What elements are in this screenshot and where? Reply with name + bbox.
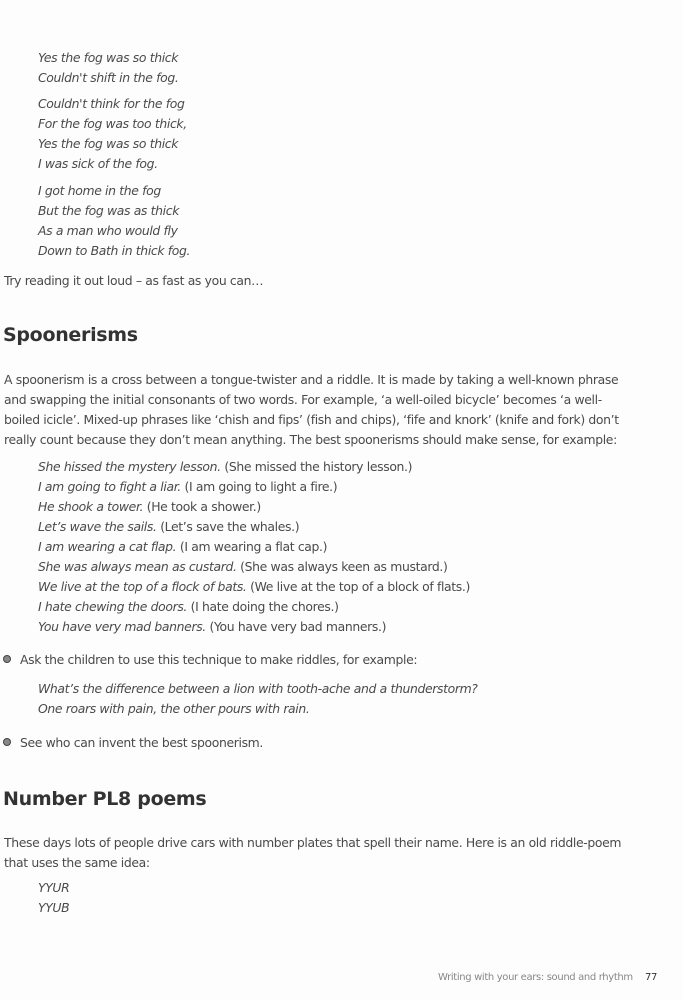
spoonerism-meaning: (You have very bad manners.) <box>209 619 387 634</box>
spoonerism-example <box>38 457 470 477</box>
spoonerism-meaning: (She was always keen as mustard.) <box>240 559 448 574</box>
poem-stanza-1 <box>38 48 179 88</box>
poem-stanza-2 <box>38 94 187 174</box>
spoonerism-example <box>38 597 470 617</box>
poem-line: Yes the fog was so thick <box>38 50 179 65</box>
pl8-paragraph <box>4 833 621 873</box>
poem-line: I got home in the fog <box>38 183 161 198</box>
riddle-example <box>38 679 478 719</box>
spoonerism-example <box>38 477 470 497</box>
poem-stanza-3 <box>38 181 190 261</box>
page-number: 77 <box>645 972 658 983</box>
spoonerism-phrase: We live at the top of a flock of bats. <box>38 579 247 594</box>
spoonerism-meaning: (I am going to light a fire.) <box>184 479 338 494</box>
poem-line: For the fog was too thick, <box>38 116 187 131</box>
spoonerism-phrase: I am wearing a cat flap. <box>38 539 177 554</box>
spoonerism-example <box>38 577 470 597</box>
bullet-icon <box>3 655 11 663</box>
paragraph-line: boiled icicle’. Mixed-up phrases like ‘chish and fips’ (fish and chips), ‘fife and knork’ (knife and fork) don’t <box>4 412 619 427</box>
poem-line: But the fog was as thick <box>38 203 180 218</box>
spoonerism-example <box>38 617 470 637</box>
riddle-line: One roars with pain, the other pours with rain. <box>38 701 310 716</box>
section-heading-number-pl8: Number PL8 poems <box>3 788 207 810</box>
spoonerism-phrase: I am going to fight a liar. <box>38 479 181 494</box>
spoonerism-phrase: You have very mad banners. <box>38 619 206 634</box>
paragraph-line: that uses the same idea: <box>4 855 150 870</box>
poem-line: Down to Bath in thick fog. <box>38 243 191 258</box>
spoonerism-meaning: (I hate doing the chores.) <box>190 599 339 614</box>
spoonerism-meaning: (He took a shower.) <box>146 499 261 514</box>
poem-line: YYUR <box>38 880 70 895</box>
riddle-line: What’s the difference between a lion with tooth-ache and a thunderstorm? <box>38 681 478 696</box>
paragraph-line: really count because they don’t mean anything. The best spoonerisms should make sense, for example: <box>4 432 617 447</box>
spoonerism-example <box>38 557 470 577</box>
paragraph-line: A spoonerism is a cross between a tongue-twister and a riddle. It is made by taking a well-known phrase <box>4 372 619 387</box>
spoonerism-examples <box>38 457 470 637</box>
spoonerism-phrase: I hate chewing the doors. <box>38 599 188 614</box>
pl8-poem <box>38 878 69 918</box>
poem-line: Yes the fog was so thick <box>38 136 179 151</box>
spoonerism-phrase: She hissed the mystery lesson. <box>38 459 221 474</box>
poem-line: As a man who would fly <box>38 223 178 238</box>
running-footer: Writing with your ears: sound and rhythm <box>438 972 633 983</box>
poem-line: I was sick of the fog. <box>38 156 158 171</box>
spoonerism-meaning: (I am wearing a flat cap.) <box>179 539 328 554</box>
poem-line: Couldn't think for the fog <box>38 96 185 111</box>
spoonerism-example <box>38 497 470 517</box>
bullet-text: See who can invent the best spoonerism. <box>20 735 263 750</box>
paragraph-line: and swapping the initial consonants of two words. For example, ‘a well-oiled bicycle’ becomes ‘a well- <box>4 392 602 407</box>
spoonerism-example <box>38 537 470 557</box>
paragraph-line: These days lots of people drive cars with number plates that spell their name. Here is an old riddle-poem <box>4 835 622 850</box>
spoonerisms-paragraph <box>4 370 619 450</box>
poem-line: Couldn't shift in the fog. <box>38 70 179 85</box>
bullet-icon <box>3 738 11 746</box>
poem-line: YYUB <box>38 900 70 915</box>
spoonerism-meaning: (She missed the history lesson.) <box>224 459 413 474</box>
instruction-text: Try reading it out loud – as fast as you can… <box>4 273 264 288</box>
spoonerism-phrase: Let’s wave the sails. <box>38 519 157 534</box>
spoonerism-meaning: (Let’s save the whales.) <box>160 519 300 534</box>
spoonerism-phrase: She was always mean as custard. <box>38 559 237 574</box>
bullet-text: Ask the children to use this technique to make riddles, for example: <box>20 652 418 667</box>
spoonerism-phrase: He shook a tower. <box>38 499 144 514</box>
spoonerism-meaning: (We live at the top of a block of flats.) <box>250 579 470 594</box>
section-heading-spoonerisms: Spoonerisms <box>3 324 138 346</box>
spoonerism-example <box>38 517 470 537</box>
